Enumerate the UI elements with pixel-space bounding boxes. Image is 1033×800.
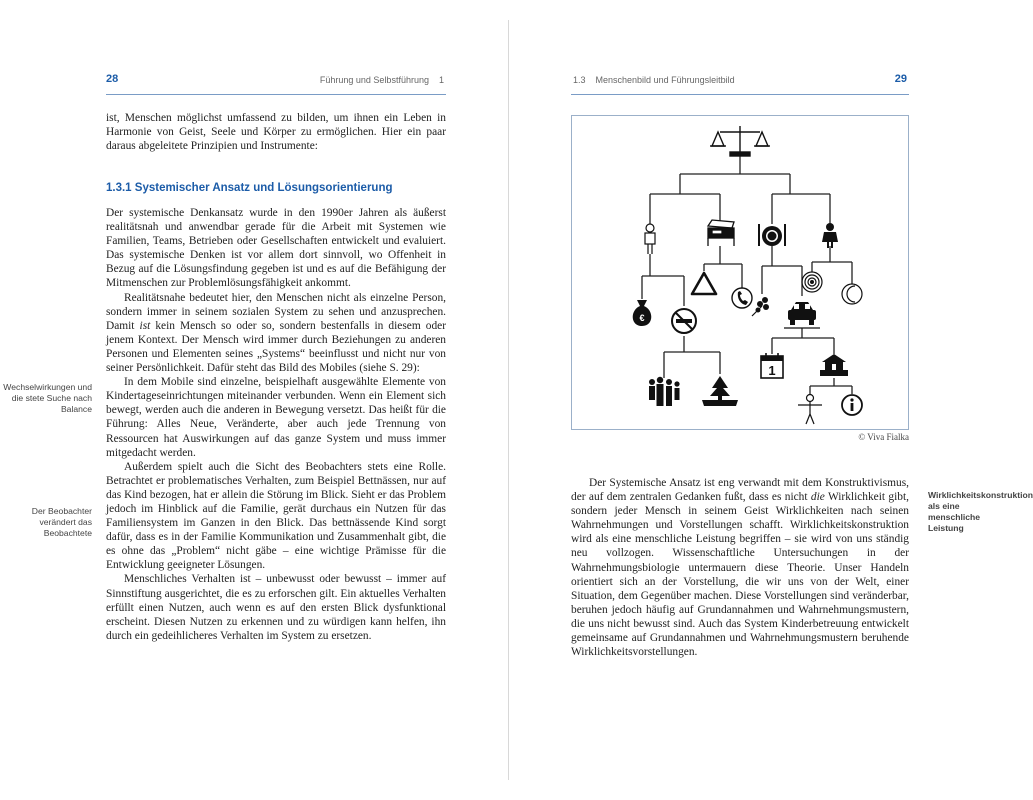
- left-body-text: [106, 206, 446, 643]
- paragraph: Der Systemische Ansatz ist eng verwandt mit dem Konstruktivismus, der auf dem zentralen Gedanken fußt, dass es nicht die Wirklichkeit gibt, sondern jeder Mensch in seinem Geist Wirklichkeiten nach seinen Wahrnehmungen und Vorstellungen schafft. Wirklichkeitskonstruktion wird als eine menschliche Leistung begriffen – sie wird von uns ständig neu vollzogen. Wissenschaftliche Untersuchungen in der Wahrnehmungsbiologie untermauern diese Theorie. Unser Handeln orientiert sich an der Vorstellung, die wir uns von der Welt, einer Situation, dem Gegenüber machen. Diese Vorstellungen sind veränderbar, beruhen jedoch häufig auf Grundannahmen und Wahrnehmungsmustern, die uns nicht bewusst sind. Auch das System Kinderbetreuung entwickelt gemeinsame auf Grundannahmen und Wahrnehmungsmustern beruhende Wirklichkeitsvorstellungen.: [571, 477, 909, 659]
- page-number: 28: [106, 73, 119, 85]
- running-header-right: [571, 72, 909, 95]
- paragraph: In dem Mobile sind einzelne, beispielhaft ausgewählte Elemente von Kindertageseinrichtungen miteinander verbunden. Wenn ein Element sich bewegt, werden auch die anderen in Bewegung versetzt. Das heißt für die Führung: Alles Neue, Veränderte, aber auch jede Trennung von Ressourcen hat Auswirkungen auf das ganze System und muss immer mitgedacht werden.: [106, 376, 446, 459]
- child-icon: [798, 395, 822, 425]
- paragraph: Der systemische Denkansatz wurde in den 1990er Jahren als äußerst realitätsnah und anwendbar gerade für die Arbeit mit Systemen wie Familien, Teams, Betrieben oder Gesellschaften entwickelt und evaluiert. Das systemische Denken ist vor allem dort sinnvoll, wo Offenheit in Bezug auf die Lösungsfindung gegeben ist und es auf die Befähigung der Mitmenschen zur Problemlösungsfähigkeit ankommt.: [106, 207, 446, 290]
- margin-note: Der Beobachter verändert das Beobachtete: [31, 506, 92, 538]
- paragraph: Realitätsnahe bedeutet hier, den Menschen nicht als einzelne Person, sondern immer in seinem sozialen System zu sehen und anzusprechen. Damit ist kein Mensch so oder so, sondern bestenfalls in diesem oder jenem Kontext. Der Mensch wird immer durch Beziehungen zu anderen Personen und Elementen seines „Systems“ beeinflusst und nicht nur von seiner Persönlichkeit. Dafür steht das Bild des Mobiles (siehe S. 29):: [106, 291, 446, 375]
- tree-icon: [702, 376, 738, 406]
- figure-credit: © Viva Fialka: [858, 432, 909, 442]
- right-body-text: [571, 476, 909, 659]
- family-icon: [649, 377, 680, 406]
- section-heading: 1.3.1 Systemischer Ansatz und Lösungsorientierung: [106, 182, 393, 194]
- no-smoking-icon: [672, 309, 696, 333]
- target-icon: [802, 272, 822, 292]
- mobile-illustration: [572, 116, 908, 429]
- flower-icon: [752, 297, 769, 316]
- left-page: [0, 0, 508, 800]
- warning-triangle-icon: [692, 273, 716, 294]
- bed-icon: [708, 220, 734, 246]
- woman-icon: [822, 223, 838, 248]
- house-icon: [820, 354, 848, 376]
- scales-icon: [710, 126, 770, 156]
- running-title: Führung und Selbstführung 1: [319, 75, 444, 85]
- paragraph: Außerdem spielt auch die Sicht des Beobachters stets eine Rolle. Betrachtet er problematisches Verhalten, zum Beispiel Bettnässen, nur auf das Kind bezogen, hat er allein die Störung im Blick. Sieht er das Problem jedoch im Hinblick auf die Familie, gerät durchaus ein Nutzen für das Familiensystem im Ganzen in den Blick. Das bettnässende Kind sorgt dafür, dass es in der Familie Kommunikation und Zusammenhalt gibt, die es ohne das „Problem“ nicht gäbe – eine wichtige Prämisse für die Entwicklung geeigneter Lösungen.: [106, 460, 446, 572]
- intro-paragraph: ist, Menschen möglichst umfassend zu bilden, um ihnen ein Leben in Harmonie von Geist, Seele und Körper zu ermöglichen. Hier ein paar daraus abgeleitete Prinzipien und Instrumente:: [106, 112, 446, 153]
- money-bag-icon: [633, 300, 652, 326]
- mobile-figure: [571, 115, 909, 430]
- person-icon: [645, 224, 655, 254]
- svg-text:€: €: [639, 313, 645, 323]
- car-icon: [784, 302, 820, 328]
- page-number: 29: [894, 73, 907, 85]
- moon-icon: [842, 284, 862, 304]
- running-title: 1.3 Menschenbild und Führungsleitbild: [573, 75, 735, 85]
- margin-note: Wirklichkeitskonstruktion als eine menschliche Leistung: [928, 490, 1033, 533]
- running-header-left: [106, 72, 446, 95]
- margin-note: Wechselwirkungen und die stete Suche nach Balance: [3, 382, 92, 414]
- calendar-icon: [761, 353, 783, 378]
- plate-cutlery-icon: [758, 224, 786, 246]
- right-page: [509, 0, 1033, 800]
- info-icon: [842, 395, 862, 415]
- paragraph: Menschliches Verhalten ist – unbewusst oder bewusst – immer auf Sinnstiftung ausgerichtet, die es zu erforschen gilt. Ein aktuelles Verhalten erfüllt einen Nutzen, auch wenn es auf den ersten Blick dysfunktional erscheint. Diesen Nutzen zu erkennen und zu würdigen kann helfen, ihn durch ein gedeihlicheres Verhalten im System zu ersetzen.: [106, 573, 446, 642]
- svg-text:1: 1: [768, 363, 776, 378]
- phone-icon: [732, 288, 752, 308]
